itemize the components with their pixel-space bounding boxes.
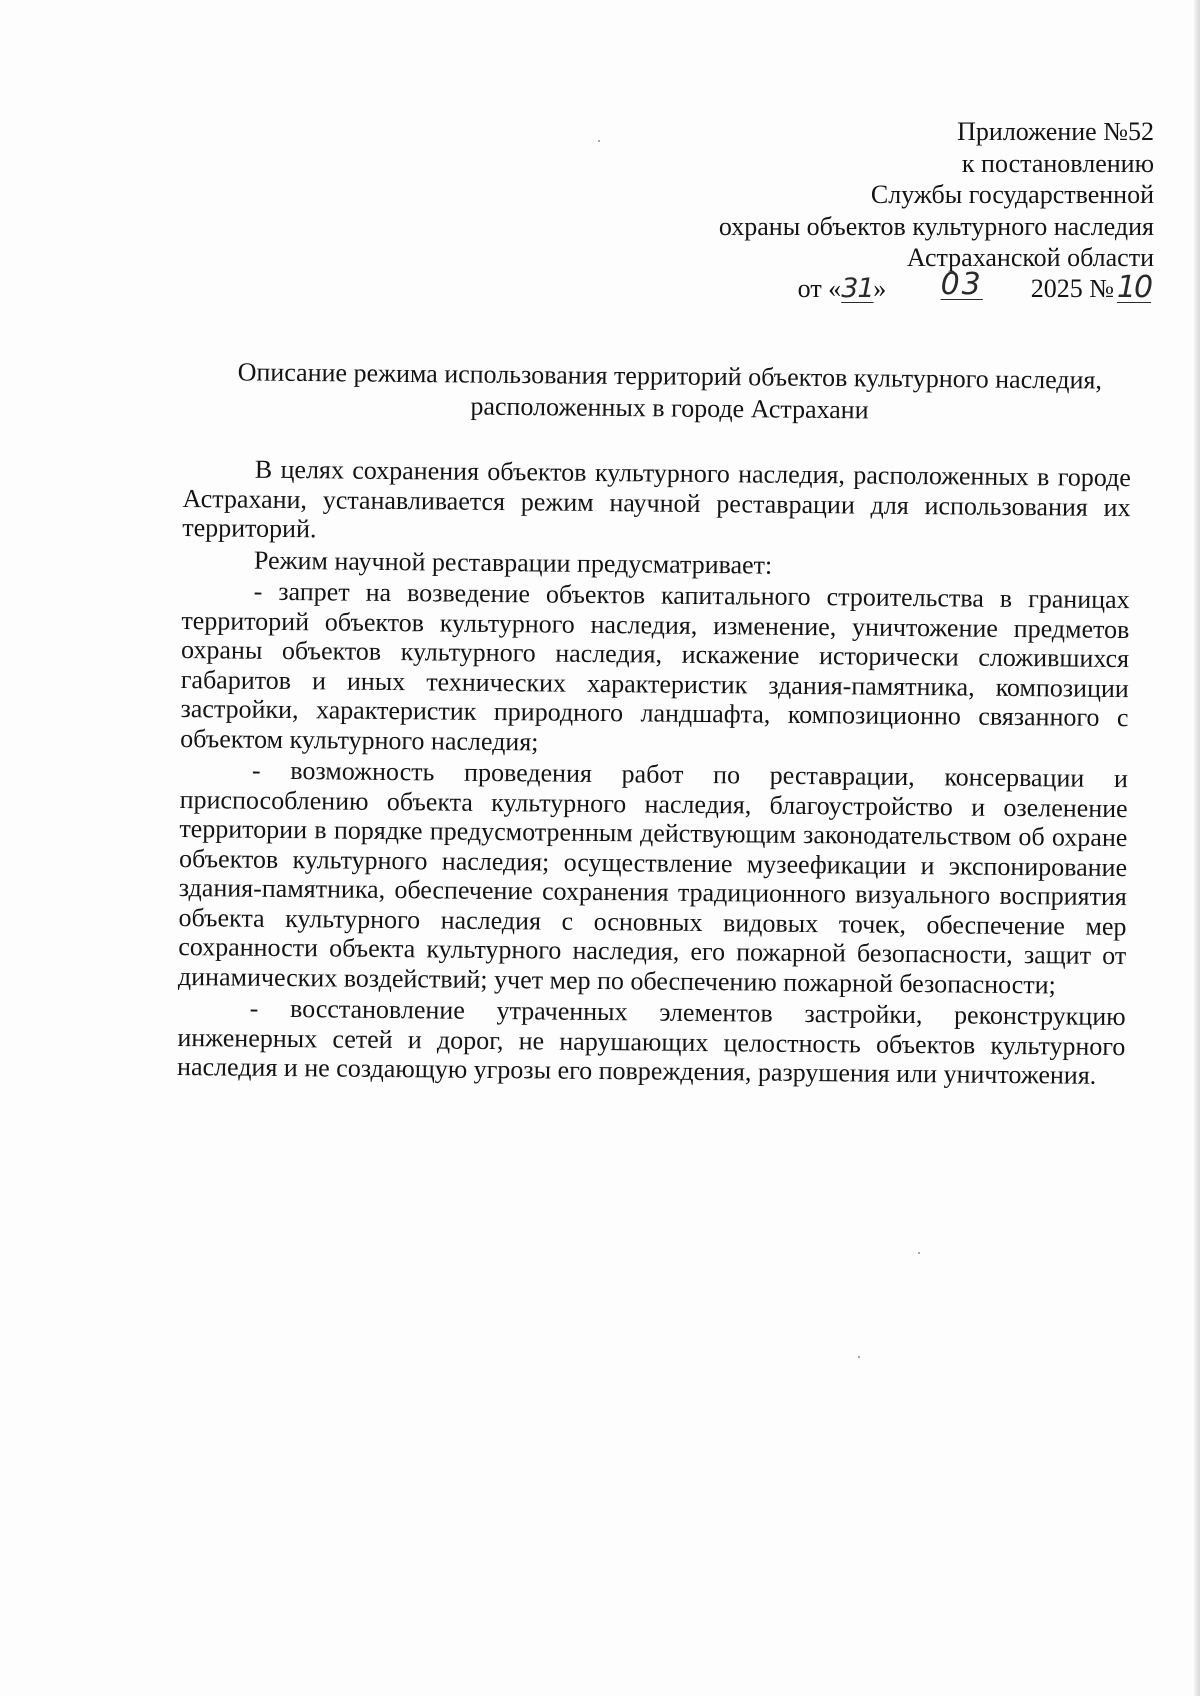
handwritten-document-number: 10 — [1116, 269, 1152, 305]
regime-item-restoration: - восстановление утраченных элементов застройки, реконструкцию инженерных сетей и дорог, не нарушающих целостность объектов культурного наследия и не создающую угрозы его повреждения, разрушения или уничтожения. — [176, 993, 1126, 1090]
appendix-resolution-ref: к постановлению — [961, 148, 1154, 178]
scan-speck — [918, 1252, 920, 1254]
appendix-service-scope: охраны объектов культурного наследия — [718, 211, 1154, 241]
appendix-service-name: Службы государственной — [870, 180, 1154, 209]
appendix-number: Приложение №52 — [957, 117, 1154, 146]
regime-item-permitted-works: - возможность проведения работ по реставрации, консервации и приспособлению объекта культурного наследия, благоустройство и озеленение территории в порядке предусмотренным действующим законодательством об охране объектов культурного наследия; осуществление музеефикации и экспонирование здания-памятника, обеспечение сохранения традиционного визуального восприятия объекта культурного наследия с основных видовых точек, обеспечение мер сохранности объекта культурного наследия, его пожарной безопасности, защит от динамических воздействий; учет мер по обеспечению пожарной безопасности; — [177, 755, 1129, 999]
appendix-region: Астраханской области — [906, 243, 1154, 272]
appendix-header — [534, 116, 1154, 304]
handwritten-day: 31 — [841, 272, 874, 304]
document-body — [177, 454, 1131, 1091]
appendix-date-line — [534, 266, 1154, 305]
regime-item-prohibition: - запрет на возведение объектов капитального строительства в границах территорий объектов культурного наследия, изменение, уничтожение предметов охраны объектов культурного наследия, искажение исторически сложившихся габаритов и иных технических характеристик здания-памятника, композиции застройки, характеристик природного ландшафта, композиционно связанного с объектом культурного наследия; — [180, 576, 1130, 756]
intro-paragraph: В целях сохранения объектов культурного наследия, расположенных в городе Астрахани, устанавливается режим научной реставрации для использования их территорий. — [182, 454, 1131, 544]
scan-speck — [598, 140, 600, 142]
scan-speck — [858, 1356, 860, 1358]
date-year-and-number-label: 2025 № — [1030, 273, 1114, 303]
document-title: Описание режима использования территорий объектов культурного наследия, расположенных в городе Астрахани — [237, 357, 1103, 425]
handwritten-month: 03 — [940, 266, 983, 302]
date-prefix: от « — [797, 273, 842, 303]
scan-edge-shadow — [1194, 0, 1200, 1696]
date-quote-close: » — [873, 273, 887, 303]
regime-lead-paragraph: Режим научной реставрации предусматривает: — [253, 545, 773, 580]
